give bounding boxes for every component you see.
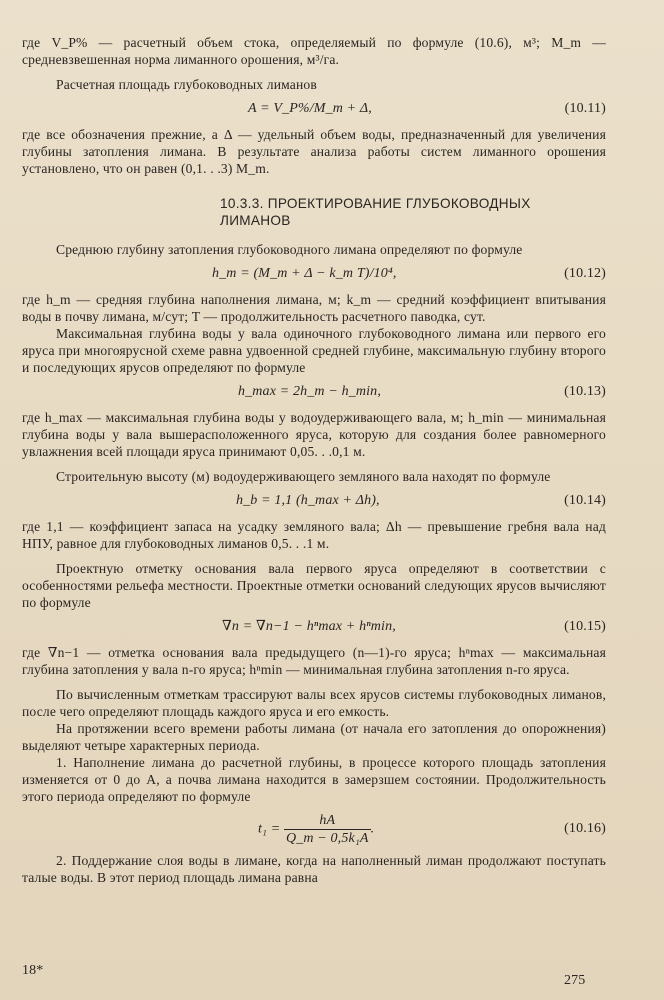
formula-10-15 — [22, 616, 606, 638]
paragraph-4: Среднюю глубину затопления глубоководного лимана определяют по формуле — [56, 242, 523, 257]
formula-tail: . — [370, 821, 375, 837]
formula-expression: A = V_P%/M_m + Δ, — [248, 101, 372, 116]
paragraph-8: Строительную высоту (м) водоудерживающего земляного вала находят по формуле — [56, 469, 551, 484]
formula-number: (10.15) — [564, 619, 606, 634]
formula-10-13 — [22, 381, 606, 403]
formula-number: (10.13) — [564, 384, 606, 399]
paragraph-9: где 1,1 — коэффициент запаса на усадку земляного вала; Δh — превышение гребня вала над НПУ, равное для глубоководных лиманов 0,5. . .1 м. — [22, 519, 606, 551]
paragraph-10: Проектную отметку основания вала первого яруса определяют в соответствии с особенностями рельефа местности. Проектные отметки оснований следующих ярусов вычисляют по формуле — [22, 561, 606, 610]
formula-number: (10.11) — [564, 101, 606, 116]
paragraph-11: где ∇n−1 — отметка основания вала предыдущего (n—1)-го яруса; hⁿmax — максимальная глубина затопления у вала n-го яруса; hⁿmin — минимальная глубина затопления n-го яруса. — [22, 645, 606, 677]
paragraph-6: Максимальная глубина воды у вала одиночного глубоководного лимана или первого его яруса при многоярусной схеме равна удвоенной средней глубине, максимальную глубину второго и последующих ярусов определяют по формуле — [22, 326, 606, 375]
paragraph-1: где V_P% — расчетный объем стока, определяемый по формуле (10.6), м³; M_m — средневзвешенная норма лиманного орошения, м³/га. — [22, 35, 606, 67]
section-heading — [220, 195, 606, 229]
paragraph-13: На протяжении всего времени работы лимана (от начала его затопления до опорожнения) выделяют четыре характерных периода. — [22, 721, 606, 753]
formula-number: (10.12) — [564, 266, 606, 281]
paragraph-2: Расчетная площадь глубоководных лиманов — [56, 77, 317, 92]
formula-lhs: t₁ = — [258, 821, 281, 837]
fraction-numerator: hA — [284, 812, 371, 830]
formula-number: (10.16) — [564, 821, 606, 836]
formula-expression: ∇n = ∇n−1 − hⁿmax + hⁿmin, — [222, 619, 396, 634]
fraction-denominator: Q_m − 0,5k₁A — [285, 831, 369, 846]
section-heading-line-1: 10.3.3. ПРОЕКТИРОВАНИЕ ГЛУБОКОВОДНЫХ — [220, 196, 531, 211]
signature-mark: 18* — [22, 963, 44, 978]
formula-expression: h_b = 1,1 (h_max + Δh), — [236, 493, 380, 508]
formula-number: (10.14) — [564, 493, 606, 508]
page-number: 275 — [564, 973, 586, 988]
paragraph-5: где h_m — средняя глубина наполнения лимана, м; k_m — средний коэффициент впитывания воды в почву лимана, м/сут; T — продолжительность расчетного паводка, сут. — [22, 292, 606, 324]
formula-expression — [258, 812, 374, 847]
paragraph-14: 1. Наполнение лимана до расчетной глубины, в процессе которого площадь затопления изменяется от 0 до A, а почва лимана находится в замерзшем состоянии. Продолжительность этого периода определяют по формуле — [22, 755, 606, 804]
section-heading-line-2: ЛИМАНОВ — [220, 213, 291, 228]
paragraph-3: где все обозначения прежние, а Δ — удельный объем воды, предназначенный для увеличения глубины затопления лимана. В результате анализа работы систем лиманного орошения установлено, что он равен (0,1. . .3) M_m. — [22, 127, 606, 176]
formula-10-11 — [22, 98, 606, 120]
formula-10-16 — [22, 810, 606, 846]
fraction — [284, 812, 371, 847]
paragraph-7: где h_max — максимальная глубина воды у водоудерживающего вала, м; h_min — минимальная глубина воды у вала вышерасположенного яруса, которую для создания более равномерного увлажнения всей площади яруса принимают 0,05. . .0,1 м. — [22, 410, 606, 459]
paragraph-15: 2. Поддержание слоя воды в лимане, когда на наполненный лиман продолжают поступать талые воды. В этот период площадь лимана равна — [22, 853, 606, 885]
formula-10-12 — [22, 263, 606, 285]
formula-expression: h_m = (M_m + Δ − k_m T)/10⁴, — [212, 266, 397, 281]
formula-10-14 — [22, 490, 606, 512]
paragraph-12: По вычисленным отметкам трассируют валы всех ярусов системы глубоководных лиманов, после чего определяют площадь каждого яруса и его емкость. — [22, 687, 606, 719]
formula-expression: h_max = 2h_m − h_min, — [238, 384, 381, 399]
